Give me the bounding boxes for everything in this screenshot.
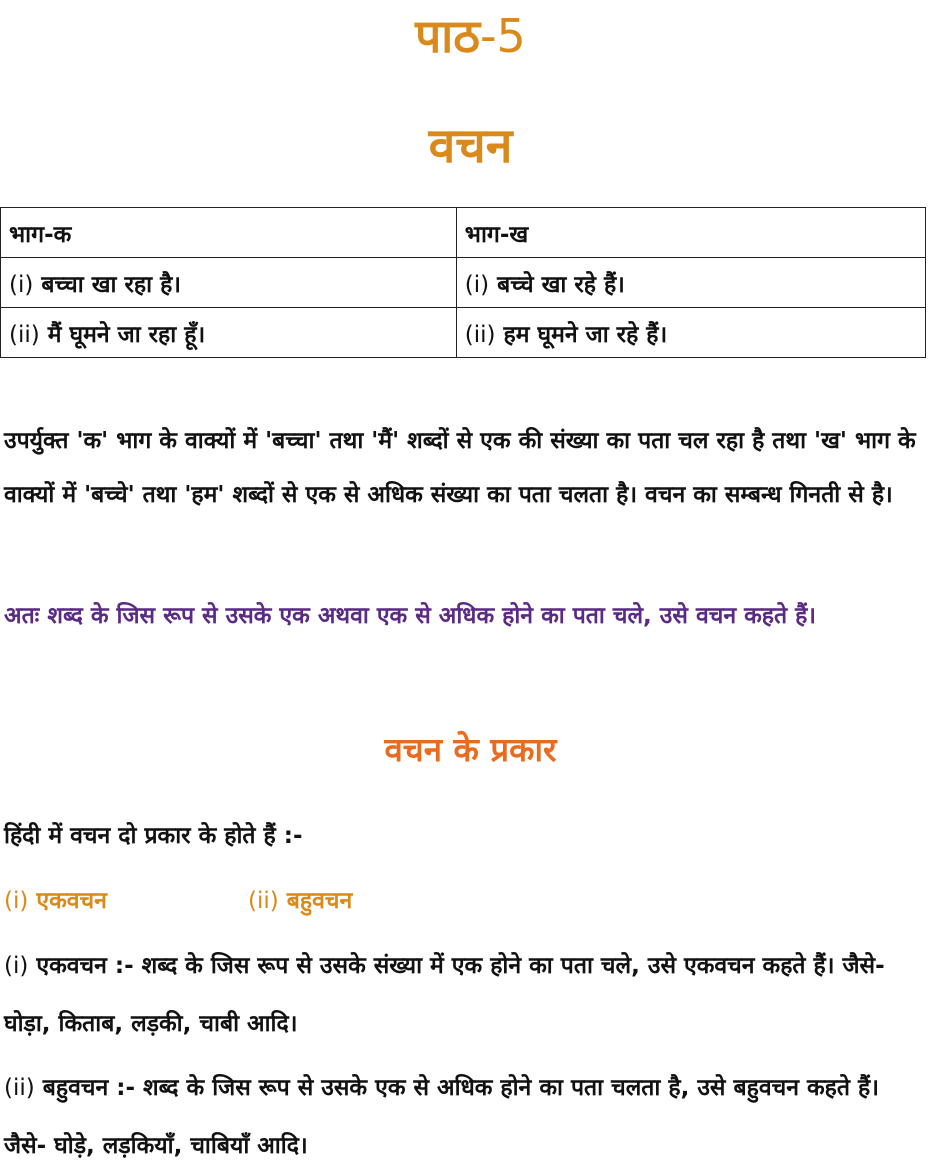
- item-marker: (ii): [464, 321, 496, 348]
- definition-text: बहुवचन :- शब्द के जिस रूप से उसके एक से अधिक होने का पता चलता है, उसे बहुवचन कहते हैं। जैसे- घोड़े, लड़कियाँ, चाबियाँ आदि।: [4, 1075, 879, 1159]
- table-cell: [456, 308, 925, 358]
- table-row: [1, 258, 926, 308]
- sentence: हम घूमने जा रहे हैं।: [495, 321, 668, 348]
- item-marker: (ii): [248, 888, 279, 914]
- table-cell: [1, 308, 457, 358]
- explanation-paragraph: उपर्युक्त 'क' भाग के वाक्यों में 'बच्चा' तथा 'मैं' शब्दों से एक की संख्या का पता चल रहा है तथा 'ख' भाग के वाक्यों में 'बच्चे' तथा 'हम' शब्दों से एक से अधिक संख्या का पता चलता है। वचन का सम्बन्ध गिनती से है।: [4, 428, 916, 508]
- sentence: मैं घूमने जा रहा हूँ।: [39, 321, 206, 348]
- table-header-b: भाग-ख: [456, 208, 925, 258]
- item-marker: (i): [464, 271, 490, 298]
- types-heading: वचन के प्रकार: [384, 730, 557, 769]
- type-plural: [248, 883, 352, 915]
- item-marker: (i): [4, 953, 29, 979]
- item-marker: (ii): [9, 321, 40, 348]
- table-row: [1, 308, 926, 358]
- table-header-row: [1, 208, 926, 258]
- table-header-a: भाग-क: [1, 208, 457, 258]
- singular-definition: [4, 937, 929, 1053]
- item-marker: (ii): [4, 1075, 35, 1101]
- sentence: बच्चा खा रहा है।: [33, 271, 182, 298]
- lesson-number: [0, 4, 941, 66]
- table-cell: [1, 258, 457, 308]
- comparison-table: [0, 207, 926, 358]
- type-label: बहुवचन: [278, 888, 353, 914]
- table-cell: [456, 258, 925, 308]
- page-title: वचन: [428, 118, 513, 174]
- sentence: बच्चे खा रहे हैं।: [489, 271, 625, 298]
- plural-definition: [4, 1059, 929, 1175]
- lesson-digit: -5: [479, 9, 526, 63]
- types-intro: हिंदी में वचन दो प्रकार के होते हैं :-: [4, 823, 303, 849]
- definition-text: एकवचन :- शब्द के जिस रूप से उसके संख्या में एक होने का पता चले, उसे एकवचन कहते हैं। जैसे- घोड़ा, किताब, लड़की, चाबी आदि।: [4, 953, 885, 1037]
- item-marker: (i): [4, 888, 29, 914]
- item-marker: (i): [9, 271, 34, 298]
- lesson-prefix: पाठ: [415, 9, 480, 63]
- type-singular: [4, 883, 107, 915]
- type-label: एकवचन: [28, 888, 107, 914]
- definition-paragraph: अतः शब्द के जिस रूप से उसके एक अथवा एक से अधिक होने का पता चले, उसे वचन कहते हैं।: [4, 603, 817, 629]
